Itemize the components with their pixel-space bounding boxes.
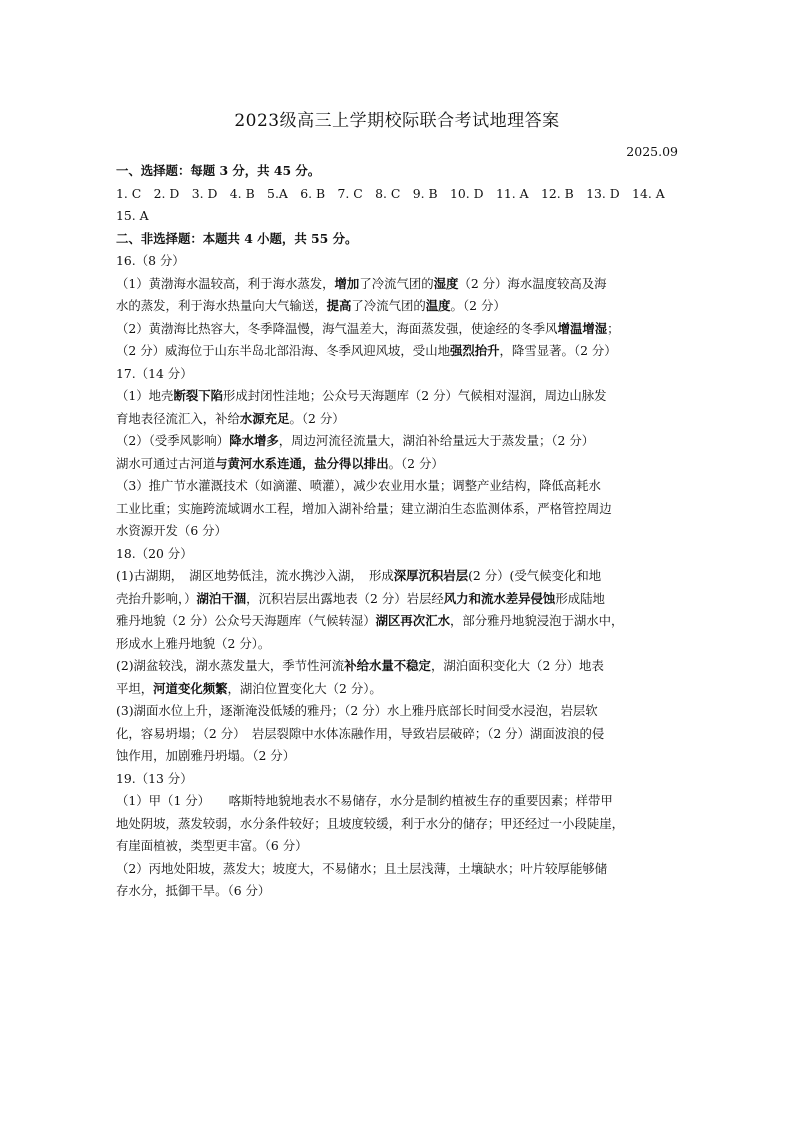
text-segment: （1）甲（1 分） 喀斯特地貌地表水不易储存，水分是制约植被生存的重要因素；样带甲 xyxy=(116,793,613,808)
answer-line xyxy=(116,228,682,251)
text-segment: 雅丹地貌（2 分）公众号天海题库（气候转湿） xyxy=(116,613,376,628)
bold-keyword: 一、选择题：每题 3 分，共 45 分。 xyxy=(116,163,321,178)
answer-line xyxy=(116,385,682,408)
bold-keyword: 河道变化频繁 xyxy=(153,680,228,696)
answer-line xyxy=(116,498,682,521)
text-segment: 育地表径流汇入，补给 xyxy=(116,410,240,426)
answer-line xyxy=(116,565,682,588)
text-segment: (2 分）(受气候变化和地 xyxy=(468,568,602,583)
document-title: 2023级高三上学期校际联合考试地理答案 xyxy=(234,111,560,131)
text-segment: 。（2 分） xyxy=(450,298,506,313)
text-segment: （2 分）海水温度较高及海 xyxy=(458,275,607,291)
answer-line xyxy=(116,273,682,296)
text-segment: ，沉积岩层出露地表（2 分）岩层经 xyxy=(246,590,444,606)
text-segment: 水资源开发（6 分） xyxy=(116,523,227,538)
answer-line xyxy=(116,318,682,341)
answer-line xyxy=(116,340,682,363)
text-segment: 蚀作用，加剧雅丹坍塌。（2 分） xyxy=(116,748,296,763)
answer-line xyxy=(116,160,682,183)
text-segment: ，湖泊位置变化大（2 分）。 xyxy=(227,680,382,696)
text-segment: （1）地壳 xyxy=(116,388,174,403)
bold-keyword: 降水增多 xyxy=(229,433,279,448)
answer-line xyxy=(116,295,682,318)
answer-line xyxy=(116,430,682,453)
text-segment: 19.（13 分） xyxy=(116,770,193,786)
answer-line xyxy=(116,880,682,903)
text-segment: 工业比重；实施跨流域调水工程，增加入湖补给量；建立湖泊生态监测体系，严格管控周边 xyxy=(116,500,612,516)
bold-keyword: 水源充足 xyxy=(239,410,290,426)
answer-content xyxy=(116,160,682,903)
bold-keyword: 补给水量不稳定 xyxy=(344,658,431,673)
text-segment: （2 分）威海位于山东半岛北部沿海、冬季风迎风坡，受山地 xyxy=(116,343,450,358)
bold-keyword: 二、非选择题：本题共 4 小题，共 55 分。 xyxy=(116,230,358,246)
text-segment: （2）（受季风影响） xyxy=(116,433,230,448)
answer-line xyxy=(116,700,682,723)
text-segment: （3）推广节水灌溉技术（如滴灌、喷灌），减少农业用水量；调整产业结构，降低高耗水 xyxy=(116,478,601,493)
answer-line xyxy=(116,610,682,633)
text-segment: ，部分雅丹地貌浸泡于湖水中， xyxy=(449,613,624,628)
text-segment: ； xyxy=(607,320,620,336)
text-segment: 形成水上雅丹地貌（2 分）。 xyxy=(116,635,271,651)
answer-line xyxy=(116,723,682,746)
answer-line xyxy=(116,588,682,611)
text-segment: 化，容易坍塌；（2 分） 岩层裂隙中水体冻融作用，导致岩层破碎；（2 分）湖面波浪的侵 xyxy=(116,725,605,741)
answer-line xyxy=(116,745,682,768)
text-segment: 形成陆地 xyxy=(555,590,605,606)
answer-line xyxy=(116,790,682,813)
text-segment: ，降雪显著。（2 分） xyxy=(499,343,617,358)
text-segment: 。（2 分） xyxy=(289,410,345,426)
text-segment: 湖水可通过古河道 xyxy=(116,455,216,471)
bold-keyword: 湖泊干涸 xyxy=(196,590,247,606)
text-segment: 17.（14 分） xyxy=(116,365,193,381)
bold-keyword: 湿度 xyxy=(433,275,459,291)
answer-line xyxy=(116,858,682,881)
text-segment: 水的蒸发，利于海水热量向大气输送， xyxy=(116,298,327,313)
bold-keyword: 温度 xyxy=(425,298,451,313)
answer-line xyxy=(116,543,682,566)
bold-keyword: 断裂下陷 xyxy=(173,388,224,403)
answer-line xyxy=(116,835,682,858)
answer-line xyxy=(116,678,682,701)
text-segment: 壳抬升影响，） xyxy=(116,590,197,606)
text-segment: 。（2 分） xyxy=(388,455,444,471)
bold-keyword: 湖区再次汇水 xyxy=(375,613,450,628)
text-segment: （1）黄渤海水温较高，利于海水蒸发， xyxy=(116,275,335,291)
document-date: 2025.09 xyxy=(626,144,678,159)
bold-keyword: 风力和流水差异侵蚀 xyxy=(443,590,556,606)
bold-keyword: 与黄河水系连通，盐分得以排出 xyxy=(215,455,389,471)
answer-line xyxy=(116,183,682,206)
bold-keyword: 增温增湿 xyxy=(557,320,608,336)
text-segment: （2）黄渤海比热容大，冬季降温慢，海气温差大，海面蒸发强，使途经的冬季风 xyxy=(116,320,558,336)
answer-line xyxy=(116,475,682,498)
answer-line xyxy=(116,363,682,386)
bold-keyword: 强烈抬升 xyxy=(449,343,500,358)
text-segment: 1. C 2. D 3. D 4. B 5.A 6. B 7. C 8. C 9. B 10. D 11. A 12. B 13. D 14. A xyxy=(116,185,665,201)
text-segment: 平坦， xyxy=(116,680,154,696)
bold-keyword: 提高 xyxy=(326,298,352,313)
text-segment: （2）丙地处阳坡，蒸发大；坡度大，不易储水；且土层浅薄，土壤缺水；叶片较厚能够储 xyxy=(116,860,608,876)
text-segment: 形成封闭性洼地；公众号天海题库（2 分）气候相对湿润，周边山脉发 xyxy=(223,388,607,403)
text-segment: (3)湖面水位上升，逐渐淹没低矮的雅丹；（2 分）水上雅丹底部长时间受水浸泡，岩层软 xyxy=(116,703,598,718)
bold-keyword: 深厚沉积岩层 xyxy=(393,568,469,583)
text-segment: ，湖泊面积变化大（2 分）地表 xyxy=(430,658,604,673)
text-segment: 地处阴坡，蒸发较弱，水分条件较好；且坡度较缓，利于水分的储存；甲还经过一小段陡崖， xyxy=(116,815,625,831)
answer-line xyxy=(116,768,682,791)
answer-line xyxy=(116,453,682,476)
text-segment: 了冷流气团的 xyxy=(359,275,434,291)
text-segment: 15. A xyxy=(116,208,149,223)
text-segment: (2)湖盆较浅，湖水蒸发量大，季节性河流 xyxy=(116,658,345,673)
text-segment: 18.（20 分） xyxy=(116,545,193,561)
answer-line xyxy=(116,205,682,228)
answer-line xyxy=(116,655,682,678)
text-segment: 存水分，抵御干旱。（6 分） xyxy=(116,883,271,898)
answer-line xyxy=(116,520,682,543)
text-segment: 有崖面植被，类型更丰富。（6 分） xyxy=(116,838,308,853)
answer-line xyxy=(116,633,682,656)
answer-line xyxy=(116,408,682,431)
text-segment: 16.（8 分） xyxy=(116,253,185,268)
answer-line xyxy=(116,813,682,836)
text-segment: ，周边河流径流量大，湖泊补给量远大于蒸发量；（2 分） xyxy=(278,433,595,448)
bold-keyword: 增加 xyxy=(334,275,360,291)
text-segment: 了冷流气团的 xyxy=(351,298,426,313)
text-segment: (1)古湖期， 湖区地势低洼，流水携沙入湖， 形成 xyxy=(116,568,394,583)
answer-line xyxy=(116,250,682,273)
